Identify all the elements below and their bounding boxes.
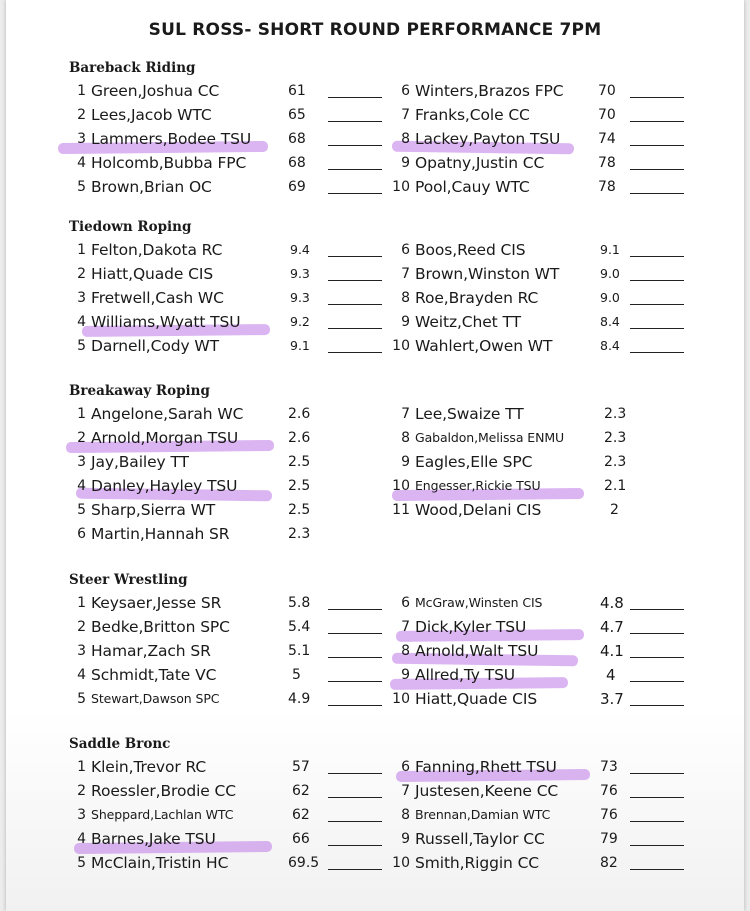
entry-score: 2.3 — [288, 526, 311, 542]
entry-score: 2.6 — [288, 406, 311, 422]
score-blank — [328, 821, 382, 822]
entry-score: 2.3 — [604, 430, 627, 446]
entry-number: 9 — [401, 667, 410, 683]
entry-name: Holcomb,Bubba FPC — [91, 154, 247, 172]
entry-number: 5 — [77, 502, 86, 518]
entry-score: 65 — [288, 107, 306, 123]
entry-score: 68 — [288, 131, 306, 147]
entry-score: 8.4 — [600, 338, 620, 353]
score-blank — [328, 193, 382, 194]
entry-number: 1 — [77, 242, 86, 258]
score-blank — [630, 609, 684, 610]
entry-name: Danley,Hayley TSU — [91, 477, 238, 495]
results-sheet — [6, 0, 744, 911]
entry-name: Winters,Brazos FPC — [415, 82, 564, 100]
entry-number: 7 — [401, 619, 410, 635]
entry-score: 9.4 — [290, 242, 310, 257]
entry-name: Fretwell,Cash WC — [91, 289, 224, 307]
score-blank — [630, 169, 684, 170]
entry-score: 9.2 — [290, 314, 310, 329]
score-blank — [328, 705, 382, 706]
entry-name: Angelone,Sarah WC — [91, 405, 244, 423]
score-blank — [328, 328, 382, 329]
entry-number: 1 — [77, 406, 86, 422]
score-blank — [630, 352, 684, 353]
entry-number: 10 — [392, 691, 410, 707]
entry-name: Williams,Wyatt TSU — [91, 313, 241, 331]
entry-name: Hamar,Zach SR — [91, 642, 211, 660]
entry-score: 2.3 — [604, 406, 627, 422]
entry-name: Darnell,Cody WT — [91, 337, 219, 355]
entry-number: 4 — [77, 667, 86, 683]
entry-score: 69 — [288, 179, 306, 195]
entry-name: Arnold,Morgan TSU — [91, 429, 239, 447]
entry-score: 61 — [288, 83, 306, 99]
entry-number: 2 — [77, 619, 86, 635]
entry-score: 5.1 — [288, 643, 311, 659]
score-blank — [328, 773, 382, 774]
score-blank — [630, 280, 684, 281]
entry-number: 5 — [77, 179, 86, 195]
entry-name: Schmidt,Tate VC — [91, 666, 217, 684]
entry-number: 8 — [401, 430, 410, 446]
entry-score: 73 — [600, 759, 618, 775]
entry-name: Sheppard,Lachlan WTC — [91, 807, 234, 822]
entry-name: Klein,Trevor RC — [91, 758, 207, 776]
entry-score: 9.0 — [600, 266, 620, 281]
score-blank — [328, 145, 382, 146]
score-blank — [630, 121, 684, 122]
entry-name: Wood,Delani CIS — [415, 501, 542, 519]
entry-score: 9.0 — [600, 290, 620, 305]
entry-number: 8 — [401, 131, 410, 147]
entry-number: 10 — [392, 478, 410, 494]
entry-number: 10 — [392, 338, 410, 354]
score-blank — [630, 773, 684, 774]
entry-name: Eagles,Elle SPC — [415, 453, 533, 471]
score-blank — [328, 797, 382, 798]
entry-score: 79 — [600, 831, 618, 847]
entry-score: 62 — [292, 807, 310, 823]
entry-number: 5 — [77, 338, 86, 354]
score-blank — [630, 821, 684, 822]
entry-number: 6 — [401, 242, 410, 258]
entry-score: 69.5 — [288, 855, 320, 871]
entry-score: 2 — [610, 502, 619, 518]
entry-score: 8.4 — [600, 314, 620, 329]
entry-score: 4.8 — [600, 594, 624, 612]
entry-name: Justesen,Keene CC — [415, 782, 559, 800]
entry-score: 78 — [598, 179, 616, 195]
event-title: Tiedown Roping — [69, 219, 192, 235]
score-blank — [630, 328, 684, 329]
entry-number: 1 — [77, 759, 86, 775]
entry-number: 4 — [77, 831, 86, 847]
score-blank — [328, 121, 382, 122]
entry-score: 5.4 — [288, 619, 311, 635]
score-blank — [630, 657, 684, 658]
entry-number: 7 — [401, 266, 410, 282]
entry-name: Stewart,Dawson SPC — [91, 691, 220, 706]
entry-name: Weitz,Chet TT — [415, 313, 521, 331]
entry-name: Brennan,Damian WTC — [415, 807, 551, 822]
entry-number: 11 — [392, 502, 410, 518]
entry-number: 7 — [401, 406, 410, 422]
entry-name: Opatny,Justin CC — [415, 154, 545, 172]
entry-name: Lammers,Bodee TSU — [91, 130, 252, 148]
score-blank — [328, 657, 382, 658]
score-blank — [630, 304, 684, 305]
entry-score: 2.1 — [604, 478, 627, 494]
entry-number: 6 — [401, 595, 410, 611]
entry-score: 2.3 — [604, 454, 627, 470]
score-blank — [328, 633, 382, 634]
entry-name: Brown,Winston WT — [415, 265, 560, 283]
entry-score: 66 — [292, 831, 310, 847]
entry-number: 9 — [401, 155, 410, 171]
entry-number: 7 — [401, 107, 410, 123]
entry-score: 4.1 — [600, 642, 624, 660]
entry-number: 1 — [77, 595, 86, 611]
entry-name: Russell,Taylor CC — [415, 830, 545, 848]
score-blank — [630, 97, 684, 98]
score-blank — [328, 352, 382, 353]
entry-number: 10 — [392, 179, 410, 195]
entry-score: 9.3 — [290, 266, 310, 281]
score-blank — [328, 304, 382, 305]
score-blank — [630, 705, 684, 706]
entry-number: 2 — [77, 266, 86, 282]
event-title: Steer Wrestling — [69, 572, 188, 588]
score-blank — [328, 256, 382, 257]
entry-number: 5 — [77, 691, 86, 707]
entry-score: 4.7 — [600, 618, 624, 636]
entry-name: McGraw,Winsten CIS — [415, 595, 543, 610]
score-blank — [630, 145, 684, 146]
entry-score: 5.8 — [288, 595, 311, 611]
entry-name: Pool,Cauy WTC — [415, 178, 530, 196]
entry-score: 5 — [292, 667, 301, 683]
page-title: SUL ROSS- SHORT ROUND PERFORMANCE 7PM — [148, 20, 602, 40]
entry-number: 5 — [77, 855, 86, 871]
entry-name: Smith,Riggin CC — [415, 854, 540, 872]
entry-score: 2.5 — [288, 502, 311, 518]
score-blank — [328, 845, 382, 846]
entry-name: Green,Joshua CC — [91, 82, 220, 100]
entry-name: Sharp,Sierra WT — [91, 501, 216, 519]
score-blank — [328, 169, 382, 170]
entry-number: 8 — [401, 290, 410, 306]
score-blank — [328, 609, 382, 610]
entry-score: 74 — [598, 131, 616, 147]
entry-name: Engesser,Rickie TSU — [415, 478, 541, 493]
entry-score: 2.5 — [288, 478, 311, 494]
entry-number: 6 — [401, 83, 410, 99]
entry-name: Brown,Brian OC — [91, 178, 212, 196]
entry-score: 2.6 — [288, 430, 311, 446]
entry-number: 9 — [401, 314, 410, 330]
entry-number: 1 — [77, 83, 86, 99]
score-blank — [328, 280, 382, 281]
entry-number: 2 — [77, 107, 86, 123]
entry-name: Arnold,Walt TSU — [415, 642, 539, 660]
entry-number: 7 — [401, 783, 410, 799]
score-blank — [328, 681, 382, 682]
entry-number: 9 — [401, 831, 410, 847]
entry-name: Allred,Ty TSU — [415, 666, 516, 684]
score-blank — [630, 633, 684, 634]
entry-name: Fanning,Rhett TSU — [415, 758, 557, 776]
score-blank — [630, 845, 684, 846]
entry-score: 4.9 — [288, 691, 311, 707]
entry-name: Roessler,Brodie CC — [91, 782, 236, 800]
entry-number: 3 — [77, 807, 86, 823]
entry-number: 3 — [77, 290, 86, 306]
entry-score: 9.3 — [290, 290, 310, 305]
entry-number: 9 — [401, 454, 410, 470]
score-blank — [630, 869, 684, 870]
entry-score: 4 — [606, 666, 616, 684]
score-blank — [328, 97, 382, 98]
entry-name: Gabaldon,Melissa ENMU — [415, 430, 565, 445]
entry-score: 82 — [600, 855, 618, 871]
score-blank — [630, 256, 684, 257]
entry-score: 76 — [600, 783, 618, 799]
entry-score: 62 — [292, 783, 310, 799]
entry-number: 4 — [77, 314, 86, 330]
entry-number: 2 — [77, 430, 86, 446]
entry-name: Hiatt,Quade CIS — [415, 690, 538, 708]
entry-name: Hiatt,Quade CIS — [91, 265, 214, 283]
entry-number: 3 — [77, 454, 86, 470]
entry-name: Wahlert,Owen WT — [415, 337, 553, 355]
entry-name: Dick,Kyler TSU — [415, 618, 527, 636]
entry-name: Lee,Swaize TT — [415, 405, 524, 423]
score-blank — [630, 681, 684, 682]
entry-number: 8 — [401, 807, 410, 823]
entry-name: Barnes,Jake TSU — [91, 830, 216, 848]
entry-score: 68 — [288, 155, 306, 171]
entry-score: 70 — [598, 83, 616, 99]
entry-name: Lees,Jacob WTC — [91, 106, 212, 124]
event-title: Bareback Riding — [69, 60, 196, 76]
score-blank — [630, 797, 684, 798]
entry-number: 2 — [77, 783, 86, 799]
entry-name: Jay,Bailey TT — [91, 453, 189, 471]
entry-name: Martin,Hannah SR — [91, 525, 230, 543]
entry-score: 3.7 — [600, 690, 624, 708]
event-title: Breakaway Roping — [69, 383, 210, 399]
entry-number: 6 — [401, 759, 410, 775]
entry-number: 10 — [392, 855, 410, 871]
event-title: Saddle Bronc — [69, 736, 171, 752]
entry-number: 4 — [77, 155, 86, 171]
entry-score: 9.1 — [290, 338, 310, 353]
entry-number: 4 — [77, 478, 86, 494]
entry-number: 8 — [401, 643, 410, 659]
entry-score: 76 — [600, 807, 618, 823]
entry-name: McClain,Tristin HC — [91, 854, 229, 872]
score-blank — [630, 193, 684, 194]
entry-name: Lackey,Payton TSU — [415, 130, 561, 148]
entry-name: Roe,Brayden RC — [415, 289, 539, 307]
entry-number: 3 — [77, 643, 86, 659]
entry-score: 78 — [598, 155, 616, 171]
entry-number: 3 — [77, 131, 86, 147]
entry-name: Boos,Reed CIS — [415, 241, 526, 259]
entry-score: 2.5 — [288, 454, 311, 470]
score-blank — [328, 869, 382, 870]
entry-name: Franks,Cole CC — [415, 106, 530, 124]
entry-number: 6 — [77, 526, 86, 542]
entry-name: Keysaer,Jesse SR — [91, 594, 222, 612]
entry-score: 70 — [598, 107, 616, 123]
entry-score: 57 — [292, 759, 310, 775]
entry-score: 9.1 — [600, 242, 620, 257]
entry-name: Bedke,Britton SPC — [91, 618, 230, 636]
entry-name: Felton,Dakota RC — [91, 241, 223, 259]
